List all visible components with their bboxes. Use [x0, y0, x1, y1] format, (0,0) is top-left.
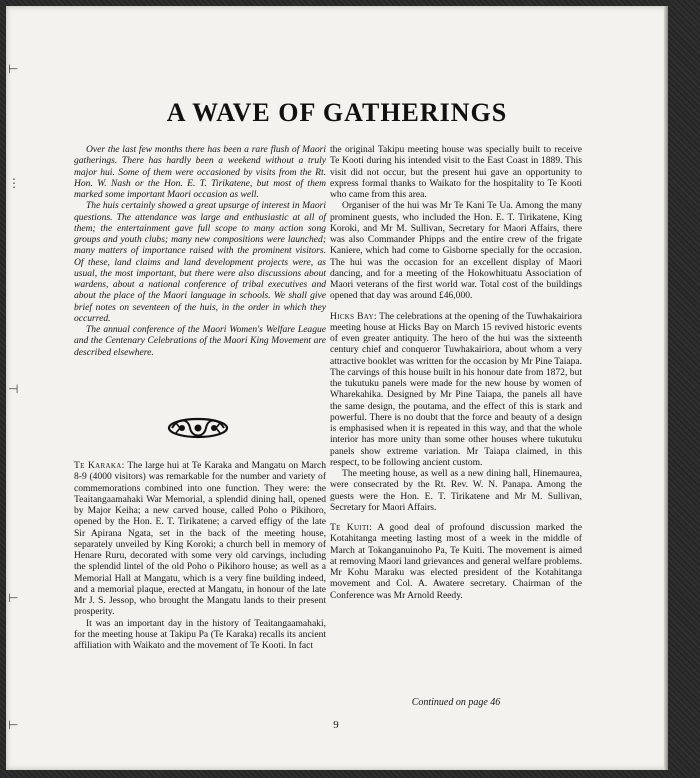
page-number: 9: [333, 719, 339, 731]
article-paragraph: the original Takipu meeting house was specially built to receive Te Kooti during his intended visit to the East Coast in 1889. This visit did not occur, but the present hui gave an opportunity to express formal thanks to Waikato for the hospitality to Te Kooti who came from this area.: [330, 144, 582, 200]
article-paragraph: Organiser of the hui was Mr Te Kani Te Ua. Among the many prominent guests, who included the Hon. E. T. Tirikatene, King Koroki, and Mr M. Sullivan, Secretary for Maori Affairs, there was also Commander Phipps and the entire crew of the frigate Kaniere, which had come to Gisborne specially for the occasion. The hui was the occasion for an excellent display of Maori dancing, and for a meeting of the Hokowhituatu Association of Maori veterans of the first world war. Total cost of the buildings opened that day was around £46,000.: [330, 200, 582, 302]
continued-note: Continued on page 46: [411, 697, 501, 708]
place-heading-te-kuiti: Te Kuiti:: [330, 522, 373, 533]
left-lower-column: [74, 460, 326, 651]
te-karaka-text: The large hui at Te Karaka and Mangatu on March 8-9 (4000 visitors) was remarkable for the number and variety of commemorations combined into one function. They were: the Teaitangaamahaki War Memorial, a splendid dining hall, opened by Major Keiha; a new carved house, called Poho o Pikihoro, opened by the Hon. E. T. Tirikatene; a carved effigy of the late Sir Apirana Ngata, set in the back of the meeting house, separately unveiled by King Koroki; a church bell in memory of Henare Ruru, decorated with some very old carvings, including the splendid lintel of the old Poho o Pikihoro house; as well as a Memorial Hall at Mangatu, which is a very fine building indeed, and a memorial plaque, erected at Mangatu, in honour of the late Mr J. S. Jessop, who brought the Mangatu lands to their present prosperity.: [74, 460, 326, 618]
hicks-bay-text: The celebrations at the opening of the Tuwhakairiora meeting house at Hicks Bay on March 15 revived historic events of even greater antiquity. The hero of the hui was the sixteenth century chief and conqueror Tuwhakairiora, about whom a very attractive booklet was written for the occasion by Mr Pine Taiapa. The carvings of this house built in his honour date from 1872, but the tukutuku panels were made for the new house by women of Wharekahika. Designed by Mr Pine Taiapa, the panels all have the same design, the poutama, and the effect of this is stark and powerful. There is no doubt that the force and beauty of a design is emphasised when it is repeated in this way, and that the whole interior has more unity than some other houses where tukutuku panels show extreme variation. Mr Taiapa claimed, in this respect, to be following ancient custom.: [330, 310, 583, 468]
intro-paragraph: The huis certainly showed a great upsurge of interest in Maori questions. The attendance was large and enthusiastic at all of them; the entertainment gave full scope to many action song groups and youth clubs; many new compositions were launched; many matters of importance raised with the prominent visitors. Of these, land claims and land development projects were, as usual, the most important, but there were also discussions about wardens, about a national conference of tribal executives and about the place of the Maori language in schools. We shall give brief notes on seventeen of the huis, in the order in which they occurred.: [74, 200, 326, 324]
binding-mark: ⊢: [8, 62, 19, 76]
te-kuiti-paragraph: [330, 522, 582, 601]
article-paragraph: It was an important day in the history of Teaitangaamahaki, for the meeting house at Takipu Pa (Te Karaka) recalls its ancient affiliation with Waikato and the movement of Te Kooti. In fact: [74, 617, 326, 651]
te-kuiti-text: A good deal of profound discussion marked the Kotahitanga meeting lasting most of a week in the middle of March at Tokanganuinoho Pa, Te Kuiti. The movement is aimed at removing Maori land grievances and general welfare problems. Mr Kohu Maraku was elected president of the Kotahitanga movement and Col. A. Awatere secretary. Chairman of the Conference was Mr Arnold Reedy.: [330, 522, 583, 601]
article-paragraph: The meeting house, as well as a new dining hall, Hinemaurea, were consecrated by the Rt. Rev. W. N. Panapa. Among the guests were the Hon. E. T. Tirikatene and Mr M. Sullivan, Secretary for Maori Affairs.: [330, 468, 582, 513]
intro-column: [74, 144, 326, 358]
article-title: A WAVE OF GATHERINGS: [166, 98, 508, 127]
binding-mark: ⊢: [8, 718, 19, 732]
intro-paragraph: The annual conference of the Maori Women's Welfare League and the Centenary Celebrations of the Maori King Movement are described elsewhere.: [74, 324, 326, 358]
binding-mark: ⋮: [8, 176, 20, 190]
binding-mark: ⊣: [8, 382, 19, 396]
hicks-bay-paragraph: [330, 311, 582, 469]
binding-mark: ⊢: [8, 591, 19, 605]
te-karaka-paragraph: [74, 460, 326, 618]
place-heading-hicks-bay: Hicks Bay:: [330, 310, 377, 322]
magazine-page: [6, 6, 668, 770]
place-heading-te-karaka: Te Karaka:: [74, 460, 125, 471]
right-column: [330, 144, 582, 601]
intro-paragraph: Over the last few months there has been a rare flush of Maori gatherings. There has hardly been a weekend without a truly major hui. Some of them were occasioned by visits from the Rt. Hon. W. Nash or the Hon. E. T. Tirikatene, but most of them marked some important Maori occasion as well.: [74, 144, 326, 200]
maori-scroll-ornament-icon: [166, 416, 230, 440]
